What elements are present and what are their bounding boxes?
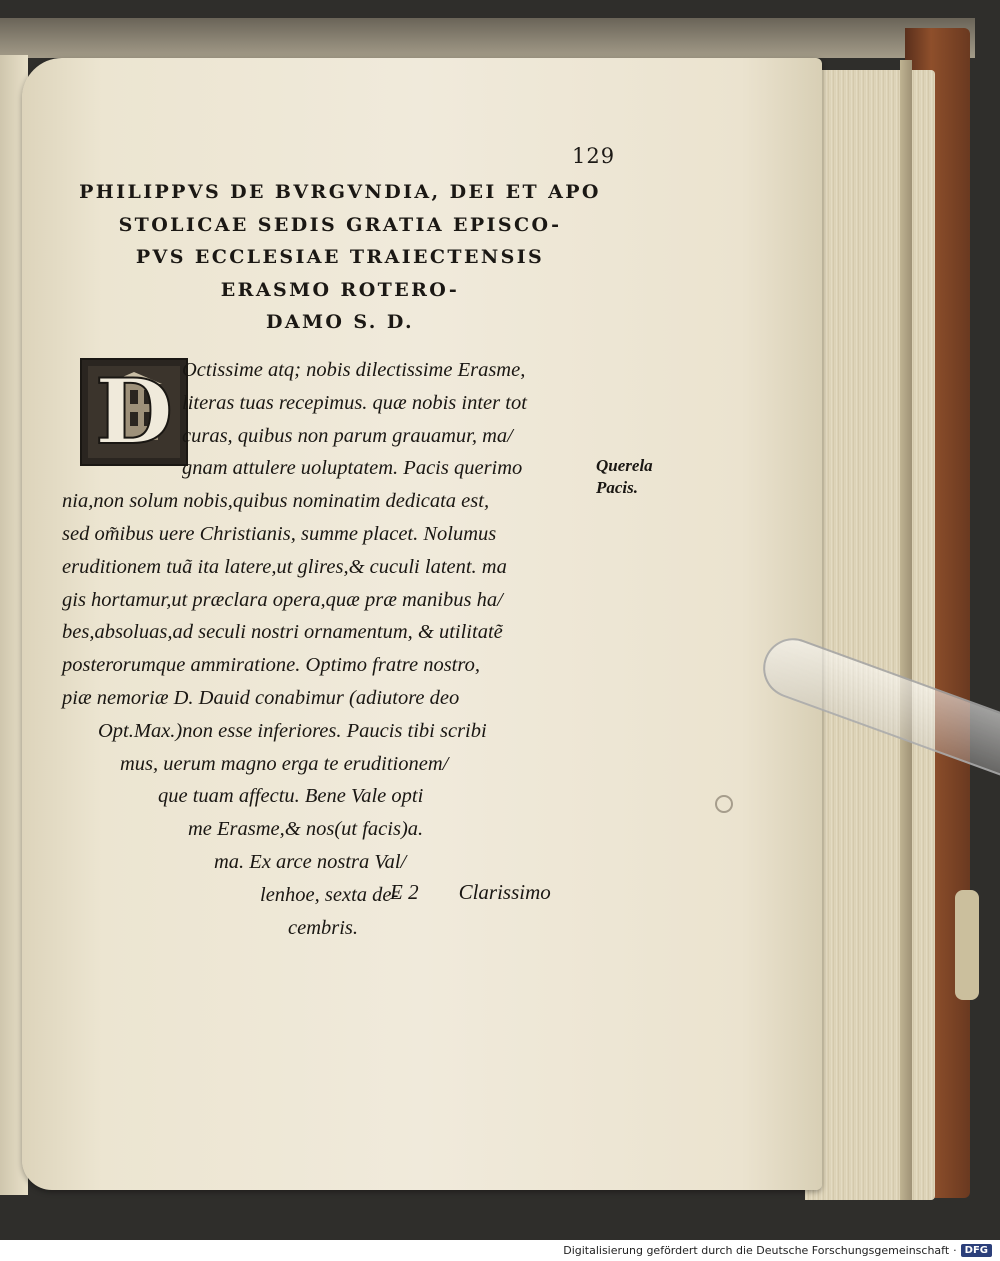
- letter-heading: [60, 176, 620, 339]
- page-stack-edge: [805, 70, 935, 1200]
- body-line: gnam attulere uoluptatem. Pacis querimo: [182, 457, 523, 480]
- credit-separator: ·: [953, 1244, 957, 1257]
- body-line: bes,absoluas,ad seculi nostri ornamentum, & utilitatẽ: [62, 621, 503, 644]
- body-line: mus, uerum magno erga te eruditionem/: [120, 752, 449, 775]
- marginal-note: [596, 455, 676, 499]
- funding-credit: Digitalisierung gefördert durch die Deutsche Forschungsgemeinschaft: [563, 1244, 950, 1257]
- heading-line: DAMO S. D.: [265, 311, 415, 333]
- paper-hole-mark: [715, 795, 733, 813]
- signature-line: [390, 880, 630, 905]
- body-line: eruditionem tuã ita latere,ut glires,& cuculi latent. ma: [62, 555, 507, 578]
- drop-cap-letter: D: [94, 359, 174, 465]
- marginal-note-line: Pacis.: [596, 478, 639, 497]
- body-line: posterorumque ammiratione. Optimo fratre nostro,: [62, 654, 480, 677]
- signature-mark: E 2: [390, 880, 419, 904]
- body-line: nia,non solum nobis,quibus nominatim dedicata est,: [62, 490, 490, 513]
- body-line: cembris.: [288, 916, 359, 939]
- body-line: gis hortamur,ut præclara opera,quæ præ manibus ha/: [62, 588, 503, 611]
- book-cover-top: [0, 18, 975, 58]
- letter-body: [62, 354, 602, 944]
- body-line: que tuam affectu. Bene Vale opti: [158, 785, 424, 808]
- footer-bar: [0, 1240, 1000, 1261]
- body-line: literas tuas recepimus. quæ nobis inter tot: [182, 391, 527, 414]
- body-line: me Erasme,& nos(ut facis)a.: [188, 818, 424, 841]
- cover-clasp: [955, 890, 979, 1000]
- heading-line: PVS ECCLESIAE TRAIECTENSIS: [135, 246, 545, 268]
- body-line: Opt.Max.)non esse inferiores. Paucis tibi scribi: [98, 719, 487, 742]
- heading-line: PHILIPPVS DE BVRGVNDIA, DEI ET APO: [79, 181, 601, 203]
- body-line: lenhoe, sexta de-: [260, 883, 399, 906]
- body-line: sed om̃ibus uere Christianis, summe placet. Nolumus: [62, 522, 497, 545]
- marginal-note-line: Querela: [596, 456, 653, 475]
- heading-line: ERASMO ROTERO-: [220, 278, 460, 301]
- page-number: 129: [572, 144, 616, 168]
- body-line: ma. Ex arce nostra Val/: [214, 850, 407, 873]
- dfg-logo-icon[interactable]: DFG: [961, 1244, 992, 1257]
- body-line: curas, quibus non parum grauamur, ma/: [182, 424, 513, 447]
- page-stack-shadow: [900, 60, 912, 1200]
- catchword: Clarissimo: [458, 880, 551, 904]
- body-line: Octissime atq; nobis dilectissime Erasme,: [182, 359, 526, 381]
- body-line: piæ nemoriæ D. Dauid conabimur (adiutore deo: [62, 686, 460, 709]
- heading-line: STOLICAE SEDIS GRATIA EPISCO-: [118, 213, 562, 236]
